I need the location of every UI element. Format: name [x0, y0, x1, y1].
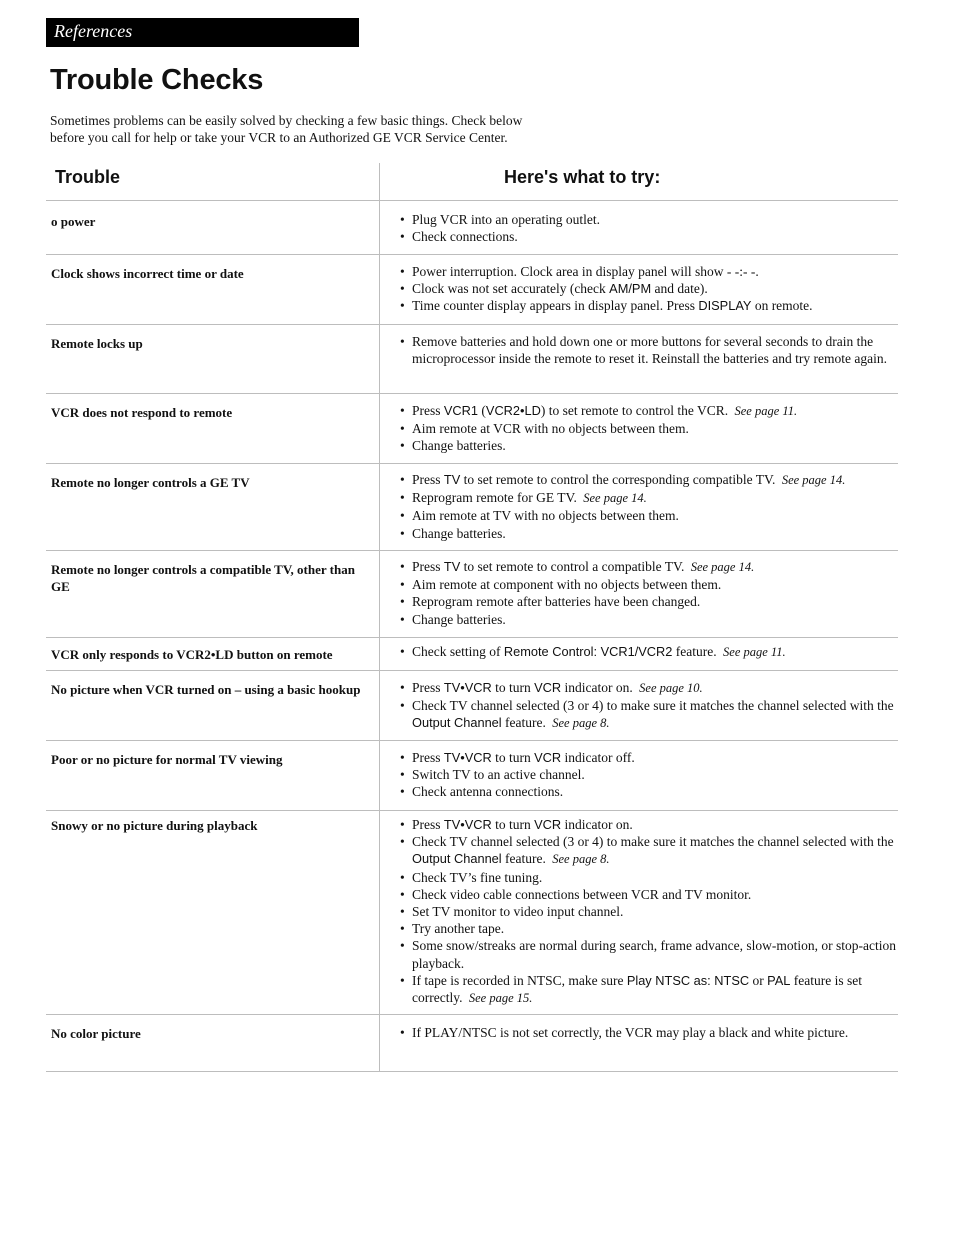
remedy-text: indicator on. [561, 817, 633, 832]
page-reference: See page 8. [552, 716, 610, 731]
control-name: PAL [767, 972, 791, 988]
section-header-bar [46, 18, 359, 47]
section-label: References [54, 21, 133, 41]
column-header-trouble: Trouble [55, 167, 121, 187]
remedy-text: Check antenna connections. [412, 784, 564, 800]
control-name: TV•VCR [443, 750, 492, 765]
remedy-text: or [749, 972, 768, 988]
remedy-text: feature. [501, 851, 550, 867]
table-row [46, 394, 898, 464]
remedy-item [400, 886, 898, 903]
page-reference: See page 11. [723, 645, 786, 659]
remedy-item [400, 263, 898, 280]
remedy-text: on remote. [751, 298, 813, 314]
remedy-item [400, 489, 898, 507]
remedy-text: Some snow/streaks are normal during search, frame advance, slow-motion, or stop-action playback. [412, 938, 896, 971]
remedy-item [400, 420, 898, 437]
page-reference: See page 10. [639, 681, 703, 695]
page-title: Trouble Checks [50, 64, 264, 96]
remedy-list [400, 333, 898, 367]
remedy-text: Aim remote at TV with no objects between them. [412, 508, 679, 524]
remedy-text: feature is set correctly. [412, 972, 862, 1006]
remedy-text: Plug VCR into an operating outlet. [412, 212, 600, 227]
remedy-item [400, 558, 898, 576]
control-name: AM/PM [609, 281, 652, 297]
page-reference: See page 8. [552, 852, 610, 867]
table-row [46, 201, 898, 255]
remedy-text: Check TV channel selected (3 or 4) to make sure it matches the channel selected with the [412, 834, 894, 850]
control-name: DISPLAY [698, 298, 752, 314]
remedy-list [400, 643, 898, 661]
remedy-text: Press [412, 680, 444, 695]
remedy-text: to turn [491, 750, 535, 765]
table-row [46, 741, 898, 811]
table-row [46, 1015, 898, 1072]
page-reference: See page 14. [781, 473, 846, 487]
control-name: TV•VCR [443, 817, 492, 832]
remedy-text: Press [412, 817, 444, 832]
remedy-item [400, 611, 898, 628]
remedy-text: Check connections. [412, 229, 518, 245]
remedy-text: ( [478, 403, 486, 418]
remedy-item [400, 507, 898, 524]
remedy-text: and date). [651, 281, 708, 297]
remedy-text: Check TV’s fine tuning. [412, 869, 543, 885]
remedy-text: feature. [501, 715, 550, 731]
control-name: TV•VCR [443, 680, 492, 695]
column-header-try: Here's what to try: [504, 167, 661, 187]
page-reference: See page 11. [734, 404, 798, 418]
trouble-label: VCR does not respond to remote [51, 405, 233, 420]
remedy-text: Press [412, 559, 444, 574]
remedy-text: to turn [491, 817, 535, 832]
remedy-item [400, 697, 898, 732]
trouble-label: Poor or no picture for normal TV viewing [51, 752, 283, 767]
intro-line: Sometimes problems can be easily solved by checking a few basic things. Check below [50, 113, 523, 128]
remedy-list [400, 816, 898, 1007]
remedy-list [400, 402, 898, 455]
trouble-label: VCR only responds to VCR2•LD button on remote [51, 647, 333, 662]
remedy-text: Press [412, 403, 444, 418]
remedy-text: indicator on. [561, 680, 637, 695]
table-row [46, 325, 898, 394]
table-row [46, 464, 898, 551]
remedy-text: Clock was not set accurately (check [412, 281, 610, 297]
remedy-item [400, 525, 898, 542]
remedy-item [400, 471, 898, 489]
remedy-item [400, 211, 898, 228]
remedy-text: If tape is recorded in NTSC, make sure [412, 972, 627, 988]
table-row [46, 551, 898, 638]
table-header [46, 163, 898, 201]
control-name: TV [443, 472, 461, 487]
remedy-item [400, 972, 898, 1007]
remedy-text: ) to set remote to control the VCR. [540, 403, 732, 418]
remedy-text: indicator off. [561, 750, 635, 765]
remedy-item [400, 297, 898, 314]
remedy-text: Remove batteries and hold down one or more buttons for several seconds to drain the microprocessor inside the remote to reset it. Reinstall the batteries and try remote again. [412, 334, 887, 367]
remedy-list [400, 211, 898, 245]
remedy-text: Press [412, 750, 444, 765]
trouble-label: Remote no longer controls a compatible TV, other than GE [51, 562, 355, 594]
trouble-label: No color picture [51, 1026, 141, 1041]
page-reference: See page 14. [690, 560, 755, 574]
remedy-list [400, 471, 898, 542]
remedy-list [400, 263, 898, 315]
trouble-label: Clock shows incorrect time or date [51, 266, 244, 281]
remedy-text: to set remote to control the corresponding compatible TV. [460, 472, 779, 487]
table-row [46, 811, 898, 1015]
remedy-text: feature. [672, 644, 721, 659]
remedy-text: Check video cable connections between VCR and TV monitor. [412, 886, 752, 902]
control-name: VCR [534, 680, 562, 695]
remedy-text: Change batteries. [412, 525, 506, 541]
remedy-text: Power interruption. Clock area in display panel will show - -:- -. [412, 264, 759, 279]
page-reference: See page 14. [583, 491, 647, 506]
control-name: Remote Control: VCR1/VCR2 [503, 644, 673, 659]
remedy-text: If PLAY/NTSC is not set correctly, the VCR may play a black and white picture. [412, 1025, 849, 1040]
control-name: Output Channel [412, 851, 502, 867]
remedy-item [400, 679, 898, 697]
control-name: Output Channel [412, 715, 502, 731]
remedy-item [400, 833, 898, 868]
remedy-list [400, 679, 898, 733]
control-name: TV [443, 559, 461, 574]
remedy-text: Aim remote at VCR with no objects between them. [412, 421, 689, 437]
trouble-label: Remote no longer controls a GE TV [51, 475, 250, 490]
trouble-label: No picture when VCR turned on – using a basic hookup [51, 682, 361, 697]
control-name: VCR [534, 750, 562, 765]
remedy-item [400, 576, 898, 593]
remedy-item [400, 937, 898, 971]
trouble-label: Remote locks up [51, 336, 143, 351]
remedy-text: Check TV channel selected (3 or 4) to make sure it matches the channel selected with the [412, 698, 894, 714]
remedy-text: Change batteries. [412, 438, 506, 454]
remedy-text: Press [412, 472, 444, 487]
control-name: VCR2•LD [485, 403, 541, 418]
remedy-text: Time counter display appears in display panel. Press [412, 298, 699, 314]
control-name: Play NTSC as: NTSC [626, 972, 750, 988]
control-name: VCR1 [443, 403, 479, 418]
table-row [46, 255, 898, 325]
remedy-item [400, 402, 898, 420]
intro-paragraph [50, 112, 610, 146]
page-reference: See page 15. [468, 991, 533, 1006]
remedy-item [400, 749, 898, 766]
table-row [46, 671, 898, 741]
remedy-item [400, 816, 898, 833]
remedy-text: Reprogram remote for GE TV. [412, 490, 581, 506]
remedy-text: Change batteries. [412, 611, 506, 627]
intro-line: before you call for help or take your VCR to an Authorized GE VCR Service Center. [50, 130, 508, 145]
remedy-item [400, 643, 898, 661]
remedy-item [400, 593, 898, 610]
remedy-text: Switch TV to an active channel. [412, 767, 585, 783]
remedy-list [400, 749, 898, 801]
remedy-item [400, 437, 898, 454]
remedy-text: Set TV monitor to video input channel. [412, 904, 624, 920]
trouble-table [46, 163, 898, 1072]
table-body [46, 201, 898, 1072]
trouble-label: o power [51, 214, 96, 229]
remedy-text: Try another tape. [412, 921, 505, 937]
control-name: VCR [534, 817, 562, 832]
remedy-item [400, 783, 898, 800]
remedy-item [400, 333, 898, 367]
remedy-item [400, 280, 898, 297]
remedy-text: Check setting of [412, 644, 504, 659]
remedy-text: Aim remote at component with no objects between them. [412, 577, 722, 593]
remedy-text: to set remote to control a compatible TV. [460, 559, 688, 574]
table-row [46, 638, 898, 671]
remedy-item [400, 228, 898, 245]
remedy-item [400, 869, 898, 886]
trouble-label: Snowy or no picture during playback [51, 818, 258, 833]
remedy-text: to turn [491, 680, 535, 695]
remedy-list [400, 1024, 898, 1041]
remedy-item [400, 1024, 898, 1041]
remedy-item [400, 903, 898, 920]
remedy-item [400, 920, 898, 937]
remedy-text: Reprogram remote after batteries have been changed. [412, 594, 701, 610]
remedy-list [400, 558, 898, 628]
remedy-item [400, 766, 898, 783]
